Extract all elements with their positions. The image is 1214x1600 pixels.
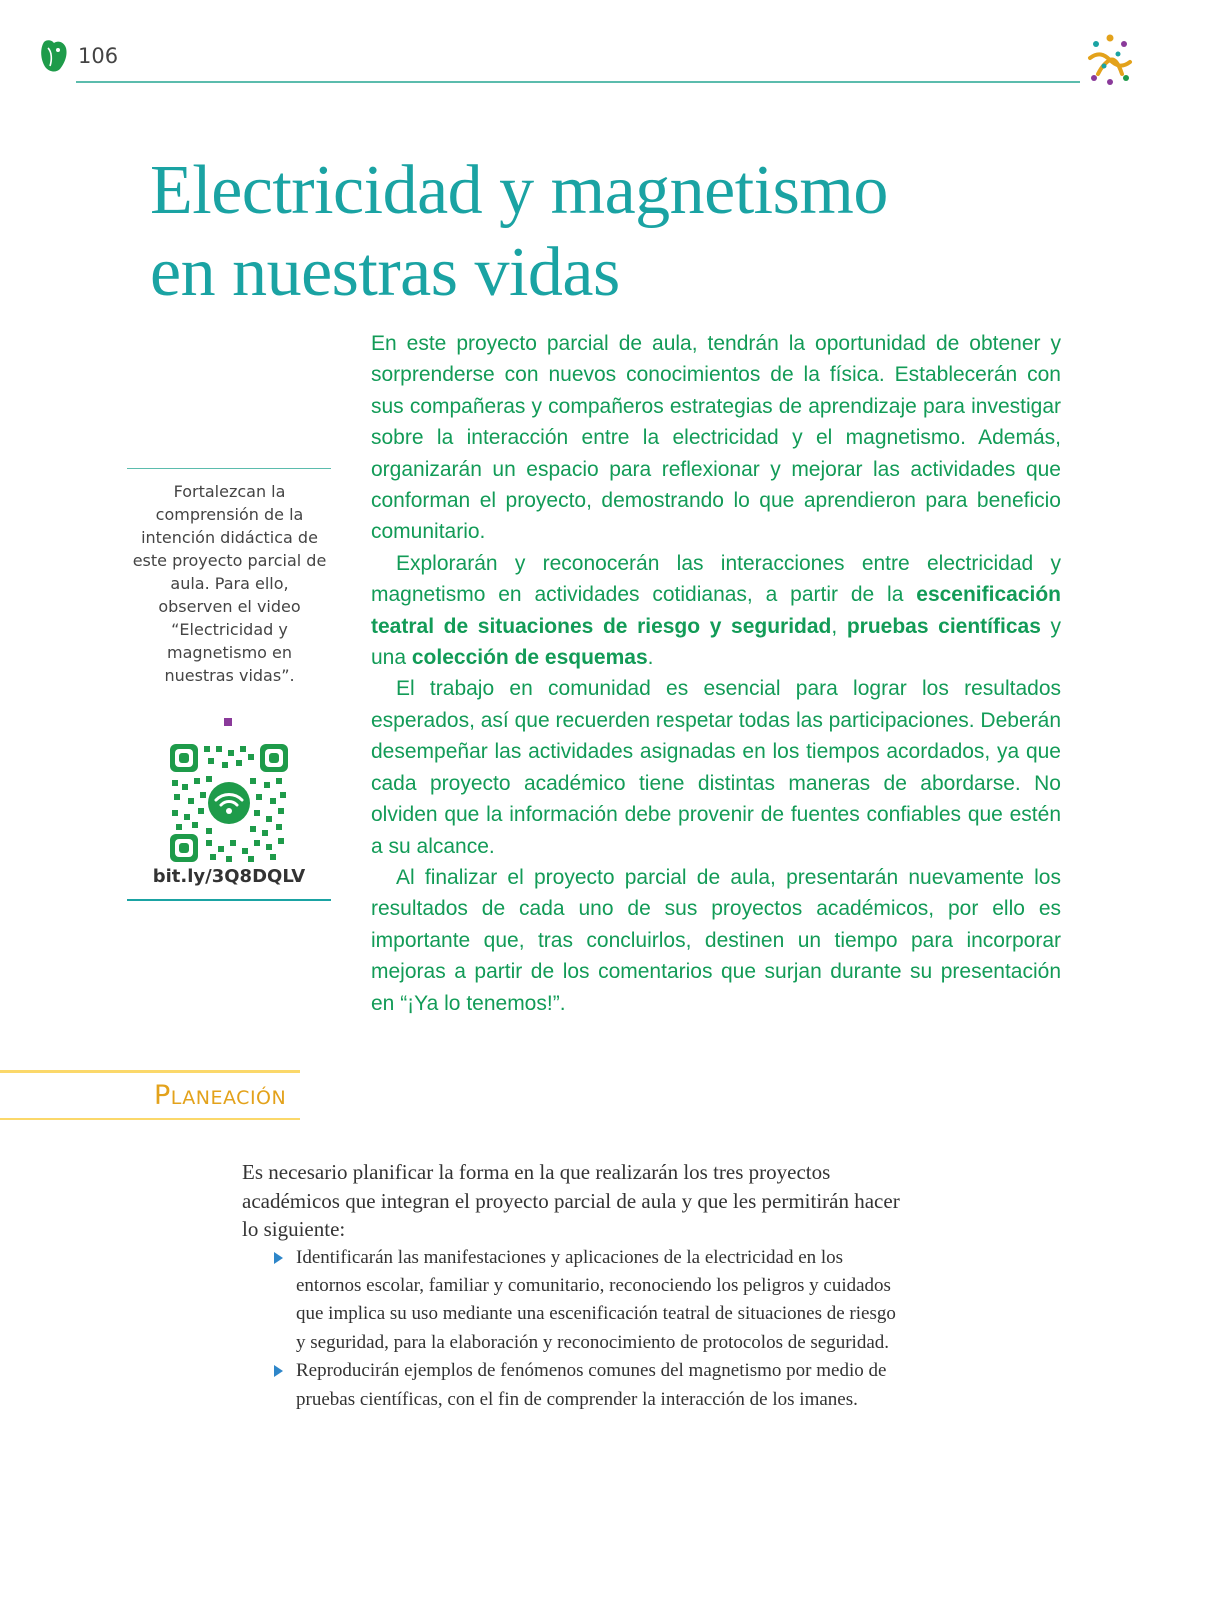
- green-leaf-icon: [38, 38, 70, 74]
- list-item: Reproducirán ejemplos de fenómenos comunes del magnetismo por medio de pruebas científicas, con el fin de comprender la interacción de los imanes.: [296, 1357, 902, 1414]
- arrow-bullet-icon: [274, 1365, 283, 1377]
- highlight-pruebas: pruebas científicas: [846, 614, 1041, 638]
- sidebar-note: Fortalezcan la comprensión de la intención didáctica de este proyecto parcial de aula. Para ello, observen el video “Electricidad y magnetismo en nuestras vidas”.: [132, 482, 327, 685]
- planeacion-lead: Es necesario planificar la forma en la que realizarán los tres proyectos académicos que integran el proyecto parcial de aula y que les permitirán hacer lo siguiente:: [242, 1160, 900, 1241]
- header-rule: [76, 81, 1080, 83]
- sidebar-bullet: [224, 718, 232, 726]
- planeacion-body: [242, 1158, 902, 1414]
- list-item: Identificarán las manifestaciones y aplicaciones de la electricidad en los entornos escolar, familiar y comunitario, reconociendo los peligros y cuidados que implica su uso mediante una escenificación teatral de situaciones de riesgo y seguridad, para la elaboración y reconocimiento de protocolos de seguridad.: [296, 1244, 902, 1358]
- intro-paragraph-3: El trabajo en comunidad es esencial para lograr los resultados esperados, así que recuerden respetar todas las participaciones. Deberán desempeñar las actividades asignadas en los tiempos acordados, ya que cada proyecto académico tiene distintas maneras de abordarse. No olviden que la información debe provenir de fuentes confiables que estén a su alcance.: [371, 677, 1061, 858]
- section-band-top: [0, 1070, 300, 1073]
- arrow-bullet-icon: [274, 1252, 283, 1264]
- section-band-bottom: [0, 1118, 300, 1120]
- page-title-line-1: Electricidad y magnetismo: [150, 152, 888, 229]
- section-title-planeacion: Planeación: [154, 1080, 287, 1111]
- dotted-figure-emblem-icon: [1082, 32, 1138, 88]
- planeacion-list: [242, 1244, 902, 1414]
- video-link[interactable]: bit.ly/3Q8DQLV: [152, 866, 306, 887]
- sidebar-rule-top: [127, 468, 331, 469]
- highlight-coleccion: colección de esquemas: [411, 646, 648, 670]
- page-title: [150, 150, 930, 314]
- intro-paragraph-4: Al finalizar el proyecto parcial de aula, presentarán nuevamente los resultados de cada uno de sus proyectos académicos, por ello es importante que, tras concluirlos, destinen un tiempo para incorporar mejoras a partir de los comentarios que surjan durante su presentación en “¡Ya lo tenemos!”.: [371, 865, 1061, 1015]
- page-number: 106: [78, 44, 119, 68]
- intro-paragraph-1: En este proyecto parcial de aula, tendrán la oportunidad de obtener y sorprenderse con nuevos conocimientos de la física. Establecerán con sus compañeras y compañeros estrategias de aprendizaje para investigar sobre la interacción entre la electricidad y el magnetismo. Además, organizarán un espacio para reflexionar y mejorar las actividades que conforman el proyecto, demostrando lo que aprendieron para beneficio comunitario.: [371, 332, 1061, 544]
- page-title-line-2: en nuestras vidas: [150, 234, 620, 311]
- sidebar-rule-bottom: [127, 899, 331, 901]
- highlight-escenificacion: escenificación teatral de situaciones de riesgo y seguridad: [371, 583, 1061, 638]
- intro-text: [371, 328, 1061, 1019]
- intro-paragraph-2: Explorarán y reconocerán las interacciones entre electricidad y magnetismo en actividades cotidianas, a partir de la escenificación teatral de situaciones de riesgo y seguridad, pruebas científicas y una colección de esquemas.: [371, 551, 1061, 670]
- qr-code-icon[interactable]: [170, 744, 288, 862]
